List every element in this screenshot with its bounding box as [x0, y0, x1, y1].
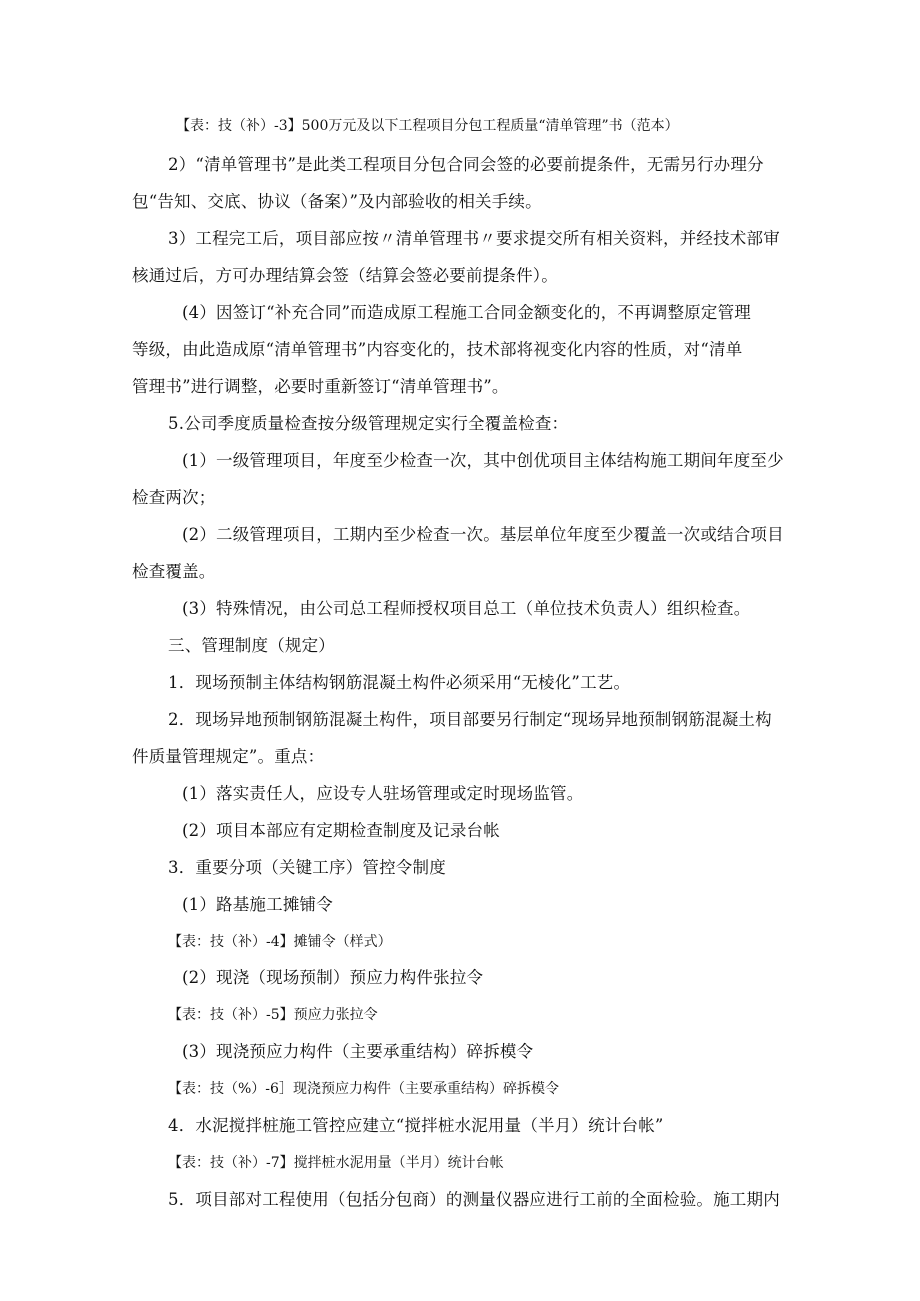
paragraph-line: (2）现浇（现场预制）预应力构件张拉令 [182, 968, 484, 987]
paragraph-line: 核通过后，方可办理结算会签（结算会签必要前提条件）。 [132, 266, 558, 285]
paragraph-line: (2）二级管理项目，工期内至少检查一次。基层单位年度至少覆盖一次或结合项目 [182, 525, 784, 544]
paragraph-line: (1）一级管理项目，年度至少检查一次，其中创优项目主体结构施工期间年度至少 [182, 451, 784, 470]
paragraph-line: 件质量管理规定”。重点： [132, 747, 325, 766]
paragraph-line: 5.公司季度质量检查按分级管理规定实行全覆盖检查： [168, 414, 569, 433]
paragraph-line: (3）现浇预应力构件（主要承重结构）碎拆模令 [182, 1042, 534, 1061]
paragraph-line: 包“告知、交底、协议（备案）”及内部验收的相关手续。 [132, 192, 542, 211]
paragraph-line: 2．现场异地预制钢筋混凝土构件，项目部要另行制定“现场异地预制钢筋混凝土构 [168, 710, 772, 729]
paragraph-line: 检查覆盖。 [132, 562, 216, 581]
paragraph-line: 4．水泥搅拌桩施工管控应建立“搅拌桩水泥用量（半月）统计台帐” [168, 1116, 664, 1135]
paragraph-line: 等级，由此造成原“清单管理书”内容变化的，技术部将视变化内容的性质，对“清单 [132, 340, 743, 359]
paragraph-line: (3）特殊情况，由公司总工程师授权项目总工（单位技术负责人）组织检查。 [182, 599, 751, 618]
table-ref-7: 【表：技（补）-7】搅拌桩水泥用量（半月）统计台帐 [168, 1155, 504, 1171]
paragraph-line: 检查两次； [132, 488, 216, 507]
paragraph-line: 2）“清单管理书”是此类工程项目分包合同会签的必要前提条件，无需另行办理分 [168, 155, 764, 174]
section-heading: 三、管理制度（规定） [168, 636, 335, 655]
table-ref-6: 【表：技（%）-6］现浇预应力构件（主要承重结构）碎拆模令 [168, 1081, 559, 1097]
paragraph-line: 3．重要分项（关键工序）管控令制度 [168, 858, 446, 877]
table-ref-4: 【表：技（补）-4】摊铺令（样式） [168, 934, 392, 950]
paragraph-line: 管理书”进行调整，必要时重新签订“清单管理书”。 [132, 377, 509, 396]
table-ref-3: 【表：技（补）-3】500万元及以下工程项目分包工程质量“清单管理”书（范本） [176, 118, 679, 134]
paragraph-line: (1）落实责任人，应设专人驻场管理或定时现场监管。 [182, 784, 584, 803]
paragraph-line: (2）项目本部应有定期检查制度及记录台帐 [182, 821, 500, 840]
paragraph-line: 5．项目部对工程使用（包括分包商）的测量仪器应进行工前的全面检验。施工期内 [168, 1190, 780, 1209]
paragraph-line: 1．现场预制主体结构钢筋混凝土构件必须采用“无棱化”工艺。 [168, 673, 631, 692]
paragraph-line: 3）工程完工后，项目部应按〃清单管理书〃要求提交所有相关资料，并经技术部审 [168, 229, 780, 248]
paragraph-line: (1）路基施工摊铺令 [182, 895, 333, 914]
paragraph-line: (4）因签订“补充合同”而造成原工程施工合同金额变化的，不再调整原定管理 [182, 303, 752, 322]
table-ref-5: 【表：技（补）-5】预应力张拉令 [168, 1007, 378, 1023]
